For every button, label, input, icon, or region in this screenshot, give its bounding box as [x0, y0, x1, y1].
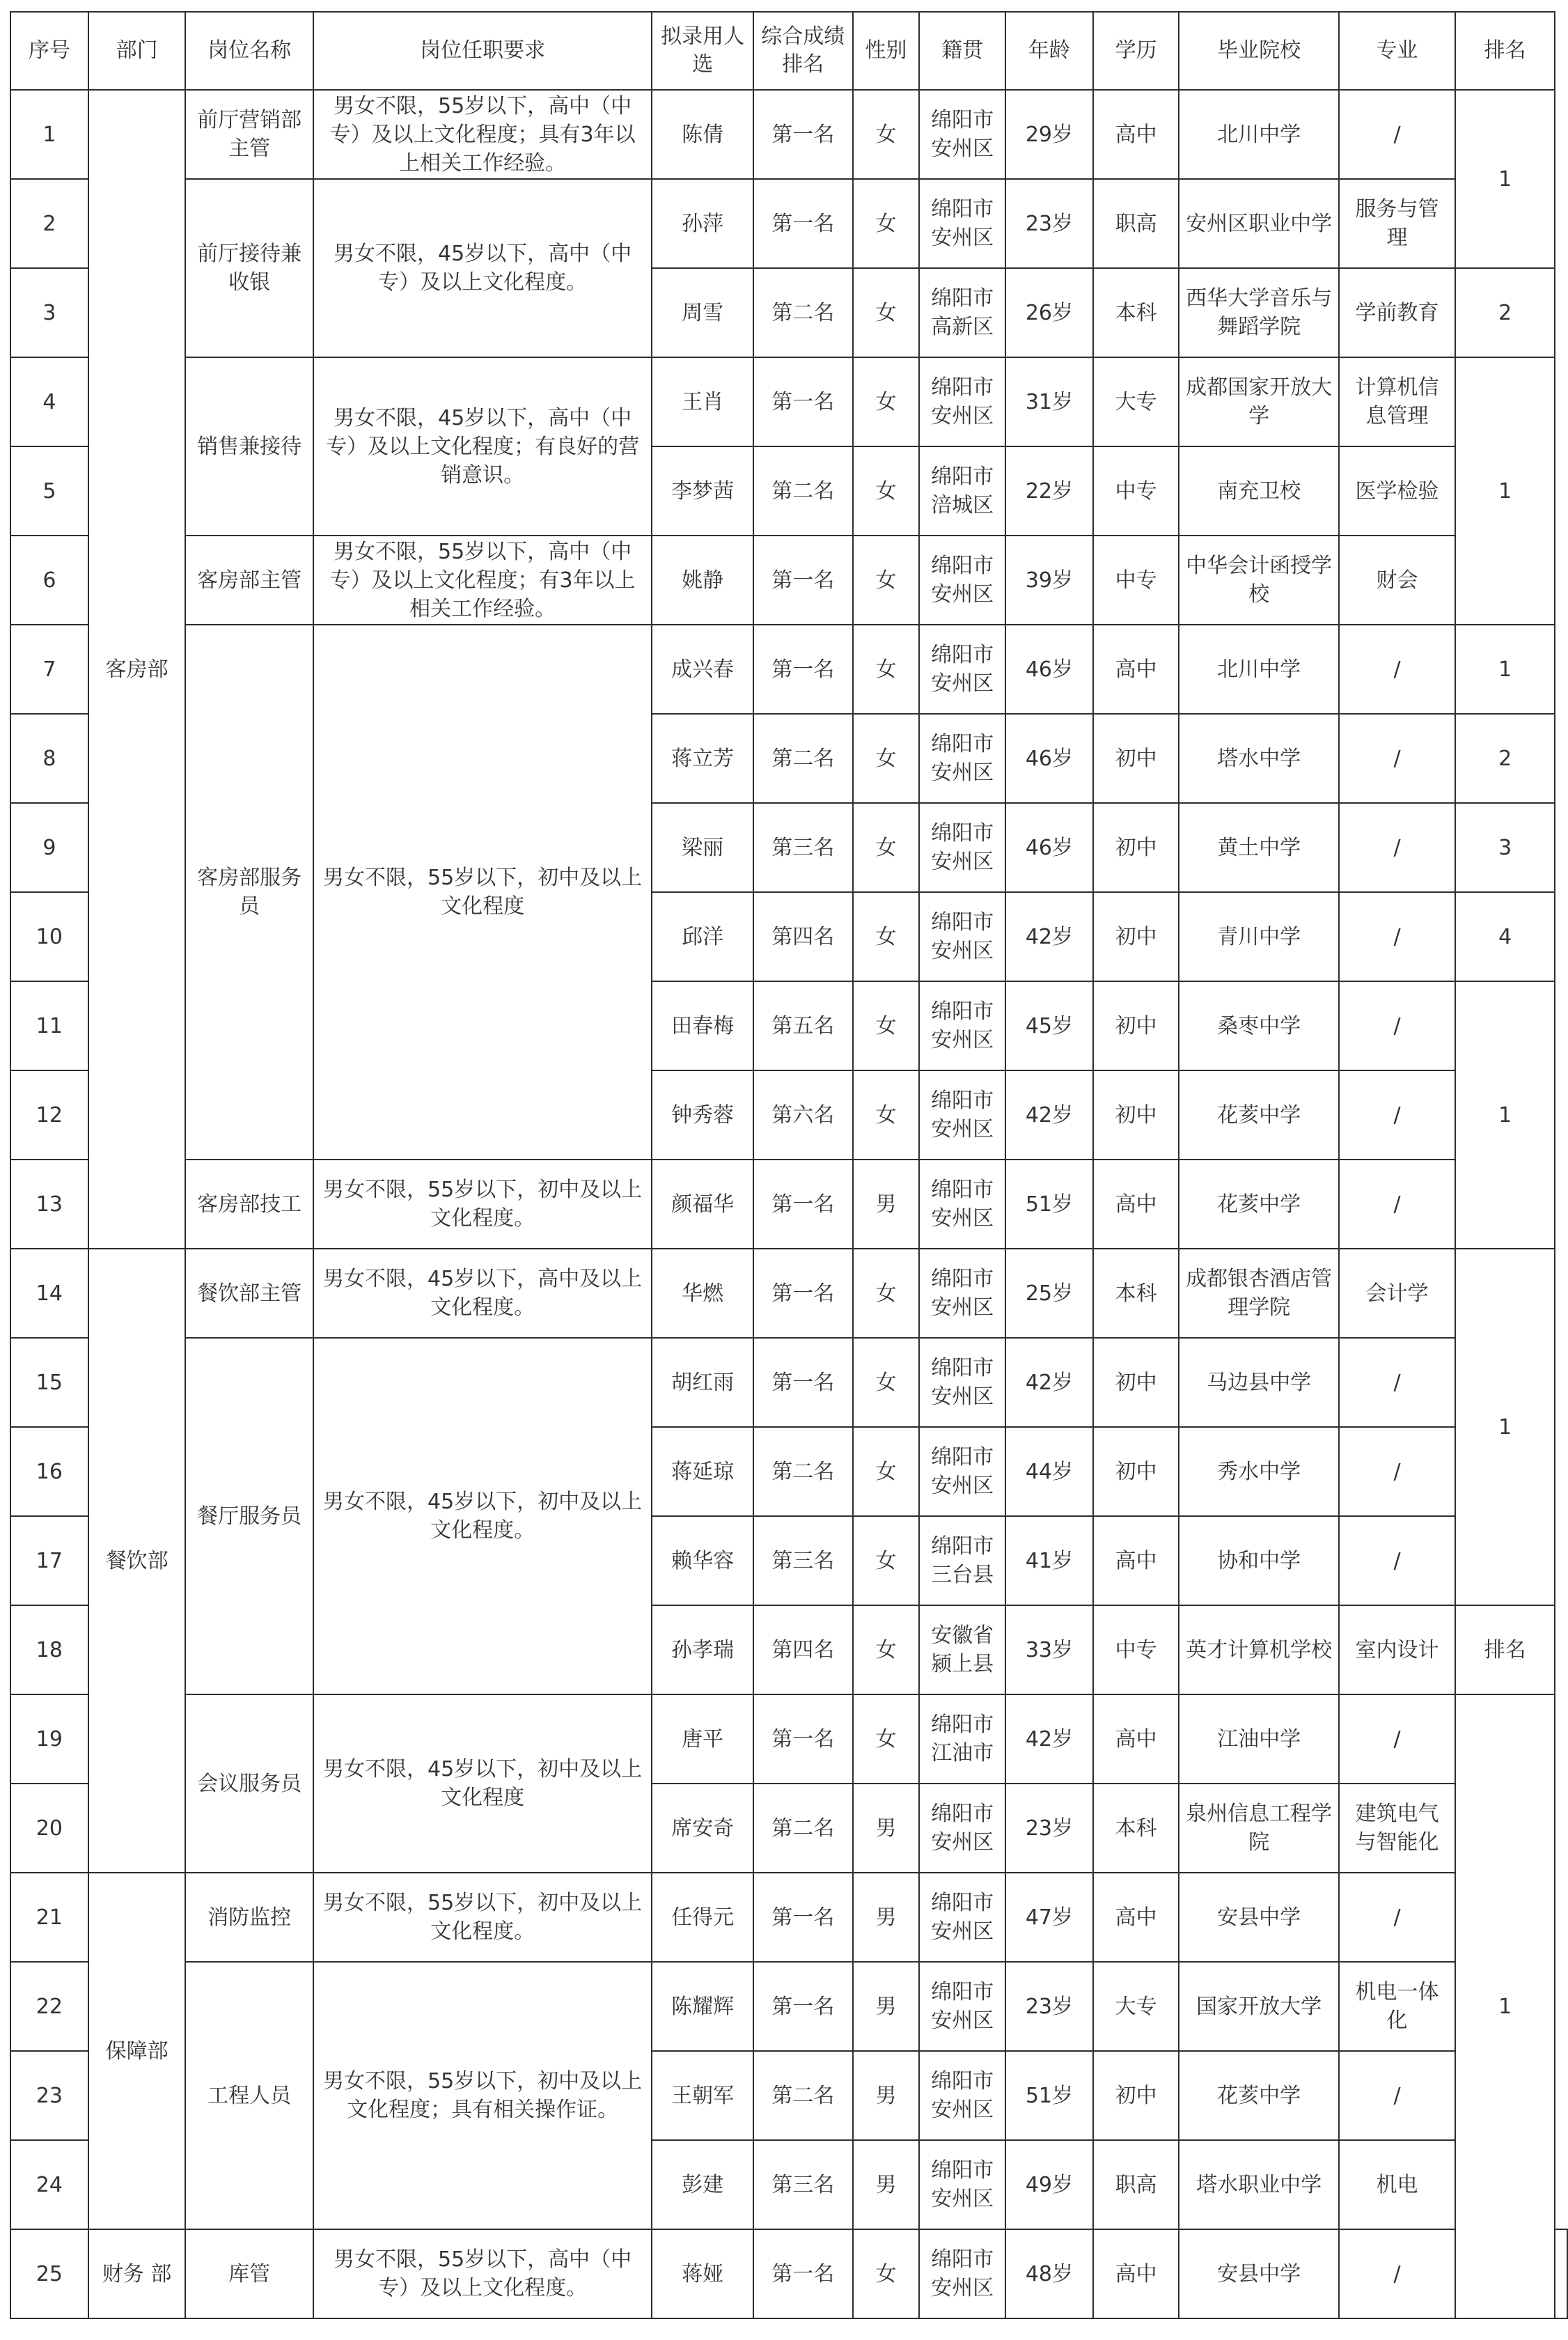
cell-gender: 女	[853, 1605, 920, 1694]
cell-gender: 女	[853, 981, 920, 1070]
rank-cell: 3	[1455, 803, 1555, 892]
cell-seq: 20	[10, 1784, 88, 1873]
cell-name: 王肖	[652, 357, 753, 446]
requirement-cell: 男女不限，55岁以下，初中及以上文化程度。	[313, 1160, 652, 1249]
cell-education: 中专	[1093, 446, 1179, 536]
cell-seq: 22	[10, 1962, 88, 2051]
cell-major: 建筑电气与智能化	[1339, 1784, 1456, 1873]
header-school: 毕业院校	[1179, 12, 1338, 90]
cell-origin: 绵阳市安州区	[919, 1962, 1005, 2051]
cell-seq: 19	[10, 1694, 88, 1784]
cell-age: 46岁	[1005, 714, 1093, 803]
cell-gender: 女	[853, 1338, 920, 1427]
cell-gender: 男	[853, 1784, 920, 1873]
header-score-rank: 综合成绩排名	[753, 12, 853, 90]
cell-gender: 女	[853, 536, 920, 625]
cell-major: 会计学	[1339, 1249, 1456, 1338]
cell-origin: 绵阳市安州区	[919, 1070, 1005, 1160]
cell-origin: 绵阳市高新区	[919, 268, 1005, 357]
cell-education: 中专	[1093, 536, 1179, 625]
cell-education: 初中	[1093, 2051, 1179, 2140]
cell-age: 41岁	[1005, 1516, 1093, 1605]
header-gender: 性别	[853, 12, 920, 90]
cell-origin: 安徽省颍上县	[919, 1605, 1005, 1694]
cell-score-rank: 第二名	[753, 2051, 853, 2140]
cell-seq: 7	[10, 625, 88, 714]
cell-score-rank: 第二名	[753, 268, 853, 357]
cell-seq: 10	[10, 892, 88, 981]
cell-name: 蒋立芳	[652, 714, 753, 803]
cell-name: 陈倩	[652, 90, 753, 179]
cell-seq: 24	[10, 2140, 88, 2229]
cell-gender: 女	[853, 1694, 920, 1784]
cell-score-rank: 第一名	[753, 1962, 853, 2051]
cell-seq: 4	[10, 357, 88, 446]
cell-age: 48岁	[1005, 2229, 1093, 2318]
cell-age: 49岁	[1005, 2140, 1093, 2229]
cell-school: 青川中学	[1179, 892, 1338, 981]
cell-major: /	[1339, 2229, 1456, 2318]
cell-score-rank: 第二名	[753, 446, 853, 536]
cell-school: 南充卫校	[1179, 446, 1338, 536]
cell-education: 高中	[1093, 1694, 1179, 1784]
requirement-cell: 男女不限，45岁以下，初中及以上文化程度。	[313, 1338, 652, 1694]
cell-education: 职高	[1093, 179, 1179, 268]
cell-score-rank: 第二名	[753, 714, 853, 803]
cell-age: 44岁	[1005, 1427, 1093, 1516]
cell-seq: 2	[10, 179, 88, 268]
post-cell: 前厅营销部主管	[185, 90, 313, 179]
cell-gender: 女	[853, 1249, 920, 1338]
cell-education: 高中	[1093, 1160, 1179, 1249]
cell-school: 马边县中学	[1179, 1338, 1338, 1427]
cell-seq: 25	[10, 2229, 88, 2318]
header-req: 岗位任职要求	[313, 12, 652, 90]
cell-major: 机电	[1339, 2140, 1456, 2229]
post-cell: 餐饮部主管	[185, 1249, 313, 1338]
cell-gender: 男	[853, 1962, 920, 2051]
cell-gender: 男	[853, 1160, 920, 1249]
cell-gender: 男	[853, 2051, 920, 2140]
cell-major: /	[1339, 1873, 1456, 1962]
requirement-cell: 男女不限，55岁以下，高中（中专）及以上文化程度；具有3年以上相关工作经验。	[313, 90, 652, 179]
cell-major: 计算机信息管理	[1339, 357, 1456, 446]
cell-name: 孙萍	[652, 179, 753, 268]
cell-name: 梁丽	[652, 803, 753, 892]
cell-name: 田春梅	[652, 981, 753, 1070]
cell-origin: 绵阳市安州区	[919, 179, 1005, 268]
cell-score-rank: 第五名	[753, 981, 853, 1070]
cell-gender: 男	[853, 2140, 920, 2229]
dept-cell: 财务 部	[88, 2229, 186, 2318]
cell-origin: 绵阳市安州区	[919, 1338, 1005, 1427]
table-row	[10, 2229, 1567, 2318]
requirement-cell: 男女不限，55岁以下，初中及以上文化程度；具有相关操作证。	[313, 1962, 652, 2229]
rank-cell: 1	[1455, 981, 1555, 1249]
cell-gender: 女	[853, 1516, 920, 1605]
post-cell: 餐厅服务员	[185, 1338, 313, 1694]
requirement-cell: 男女不限，45岁以下，高中（中专）及以上文化程度。	[313, 179, 652, 357]
cell-name: 蒋延琼	[652, 1427, 753, 1516]
post-cell: 会议服务员	[185, 1694, 313, 1873]
cell-origin: 绵阳市涪城区	[919, 446, 1005, 536]
cell-name: 颜福华	[652, 1160, 753, 1249]
header-rank: 排名	[1455, 12, 1555, 90]
cell-name: 彭建	[652, 2140, 753, 2229]
cell-school: 桑枣中学	[1179, 981, 1338, 1070]
cell-education: 高中	[1093, 625, 1179, 714]
cell-education: 初中	[1093, 803, 1179, 892]
rank-cell: 1	[1455, 90, 1555, 268]
cell-name: 胡红雨	[652, 1338, 753, 1427]
cell-score-rank: 第一名	[753, 1873, 853, 1962]
dept-cell: 餐饮部	[88, 1249, 186, 1873]
header-dept: 部门	[88, 12, 186, 90]
requirement-cell: 男女不限，45岁以下，初中及以上文化程度	[313, 1694, 652, 1873]
cell-school: 花荄中学	[1179, 1160, 1338, 1249]
cell-origin: 绵阳市安州区	[919, 1873, 1005, 1962]
cell-name: 赖华容	[652, 1516, 753, 1605]
table-row	[10, 625, 1567, 714]
cell-major: /	[1339, 803, 1456, 892]
cell-origin: 绵阳市安州区	[919, 1249, 1005, 1338]
rank-cell: 1	[1455, 1694, 1555, 2318]
post-cell: 客房部服务员	[185, 625, 313, 1160]
cell-score-rank: 第一名	[753, 625, 853, 714]
cell-school: 成都国家开放大学	[1179, 357, 1338, 446]
cell-major: /	[1339, 892, 1456, 981]
cell-school: 国家开放大学	[1179, 1962, 1338, 2051]
cell-age: 23岁	[1005, 1962, 1093, 2051]
cell-major: /	[1339, 981, 1456, 1070]
header-education: 学历	[1093, 12, 1179, 90]
cell-origin: 绵阳市安州区	[919, 892, 1005, 981]
rank-cell: 4	[1455, 892, 1555, 981]
table-row	[10, 1338, 1567, 1427]
cell-major: 学前教育	[1339, 268, 1456, 357]
cell-gender: 女	[853, 2229, 920, 2318]
cell-name: 陈耀辉	[652, 1962, 753, 2051]
table-row	[10, 1873, 1567, 1962]
cell-age: 42岁	[1005, 892, 1093, 981]
cell-origin: 绵阳市安州区	[919, 625, 1005, 714]
cell-school: 花荄中学	[1179, 1070, 1338, 1160]
cell-major: /	[1339, 1338, 1456, 1427]
requirement-cell: 男女不限，55岁以下，初中及以上文化程度。	[313, 1873, 652, 1962]
rank-cell: 1	[1455, 625, 1555, 714]
table-row	[10, 357, 1567, 446]
cell-origin: 绵阳市安州区	[919, 90, 1005, 179]
cell-seq: 17	[10, 1516, 88, 1605]
rank-cell: 2	[1455, 714, 1555, 803]
cell-school: 塔水职业中学	[1179, 2140, 1338, 2229]
cell-origin: 绵阳市江油市	[919, 1694, 1005, 1784]
cell-gender: 女	[853, 803, 920, 892]
cell-education: 初中	[1093, 1070, 1179, 1160]
dept-cell: 客房部	[88, 90, 186, 1249]
cell-school: 安县中学	[1179, 2229, 1338, 2318]
cell-score-rank: 第二名	[753, 1427, 853, 1516]
cell-name: 周雪	[652, 268, 753, 357]
cell-education: 初中	[1093, 892, 1179, 981]
cell-score-rank: 第一名	[753, 2229, 853, 2318]
cell-seq: 13	[10, 1160, 88, 1249]
requirement-cell: 男女不限，55岁以下，高中（中专）及以上文化程度；有3年以上相关工作经验。	[313, 536, 652, 625]
cell-score-rank: 第一名	[753, 536, 853, 625]
cell-seq: 15	[10, 1338, 88, 1427]
rank-cell: 1	[1455, 1249, 1555, 1605]
cell-school: 安县中学	[1179, 1873, 1338, 1962]
cell-gender: 女	[853, 90, 920, 179]
cell-name: 席安奇	[652, 1784, 753, 1873]
cell-name: 姚静	[652, 536, 753, 625]
cell-name: 任得元	[652, 1873, 753, 1962]
cell-name: 唐平	[652, 1694, 753, 1784]
post-cell: 客房部技工	[185, 1160, 313, 1249]
table-row	[10, 536, 1567, 625]
cell-age: 47岁	[1005, 1873, 1093, 1962]
cell-education: 中专	[1093, 1605, 1179, 1694]
rank-cell: 1	[1455, 357, 1555, 625]
cell-seq: 1	[10, 90, 88, 179]
cell-seq: 23	[10, 2051, 88, 2140]
cell-education: 本科	[1093, 1784, 1179, 1873]
cell-school: 中华会计函授学校	[1179, 536, 1338, 625]
post-cell: 工程人员	[185, 1962, 313, 2229]
rank-cell-empty	[1555, 2229, 1567, 2318]
table-row	[10, 1249, 1567, 1338]
cell-origin: 绵阳市安州区	[919, 1160, 1005, 1249]
cell-education: 高中	[1093, 1873, 1179, 1962]
cell-seq: 12	[10, 1070, 88, 1160]
cell-age: 42岁	[1005, 1070, 1093, 1160]
cell-age: 33岁	[1005, 1605, 1093, 1694]
requirement-cell: 男女不限，45岁以下，高中及以上文化程度。	[313, 1249, 652, 1338]
cell-origin: 绵阳市安州区	[919, 803, 1005, 892]
cell-education: 职高	[1093, 2140, 1179, 2229]
cell-age: 51岁	[1005, 2051, 1093, 2140]
requirement-cell: 男女不限，55岁以下，初中及以上文化程度	[313, 625, 652, 1160]
cell-education: 本科	[1093, 268, 1179, 357]
header-candidate: 拟录用人选	[652, 12, 753, 90]
cell-school: 黄土中学	[1179, 803, 1338, 892]
cell-age: 29岁	[1005, 90, 1093, 179]
cell-major: /	[1339, 625, 1456, 714]
cell-gender: 女	[853, 1427, 920, 1516]
cell-score-rank: 第六名	[753, 1070, 853, 1160]
header-post: 岗位名称	[185, 12, 313, 90]
cell-origin: 绵阳市三台县	[919, 1516, 1005, 1605]
cell-major: 机电一体化	[1339, 1962, 1456, 2051]
requirement-cell: 男女不限，55岁以下，高中（中专）及以上文化程度。	[313, 2229, 652, 2318]
cell-age: 46岁	[1005, 625, 1093, 714]
cell-seq: 11	[10, 981, 88, 1070]
cell-seq: 14	[10, 1249, 88, 1338]
cell-education: 大专	[1093, 1962, 1179, 2051]
cell-major: /	[1339, 1160, 1456, 1249]
cell-name: 钟秀蓉	[652, 1070, 753, 1160]
cell-school: 北川中学	[1179, 625, 1338, 714]
cell-seq: 16	[10, 1427, 88, 1516]
cell-origin: 绵阳市安州区	[919, 2229, 1005, 2318]
cell-age: 42岁	[1005, 1694, 1093, 1784]
cell-education: 初中	[1093, 714, 1179, 803]
header-seq: 序号	[10, 12, 88, 90]
cell-name: 邱洋	[652, 892, 753, 981]
cell-score-rank: 第一名	[753, 90, 853, 179]
cell-name: 李梦茜	[652, 446, 753, 536]
cell-major: /	[1339, 2051, 1456, 2140]
cell-age: 45岁	[1005, 981, 1093, 1070]
requirement-cell: 男女不限，45岁以下，高中（中专）及以上文化程度；有良好的营销意识。	[313, 357, 652, 536]
cell-gender: 女	[853, 714, 920, 803]
cell-school: 英才计算机学校	[1179, 1605, 1338, 1694]
cell-age: 22岁	[1005, 446, 1093, 536]
cell-major: /	[1339, 1516, 1456, 1605]
cell-name: 蒋娅	[652, 2229, 753, 2318]
cell-school: 协和中学	[1179, 1516, 1338, 1605]
table-row	[10, 1694, 1567, 1784]
cell-major: 医学检验	[1339, 446, 1456, 536]
post-cell: 前厅接待兼收银	[185, 179, 313, 357]
cell-gender: 男	[853, 1873, 920, 1962]
table-row	[10, 1962, 1567, 2051]
table-row	[10, 90, 1567, 179]
cell-gender: 女	[853, 357, 920, 446]
header-row	[10, 12, 1567, 90]
cell-education: 初中	[1093, 981, 1179, 1070]
cell-education: 初中	[1093, 1427, 1179, 1516]
header-major: 专业	[1339, 12, 1456, 90]
cell-origin: 绵阳市安州区	[919, 1427, 1005, 1516]
cell-gender: 女	[853, 1070, 920, 1160]
cell-seq: 8	[10, 714, 88, 803]
cell-score-rank: 第一名	[753, 357, 853, 446]
cell-education: 初中	[1093, 1338, 1179, 1427]
cell-score-rank: 第一名	[753, 1338, 853, 1427]
cell-seq: 3	[10, 268, 88, 357]
cell-score-rank: 第一名	[753, 1249, 853, 1338]
cell-gender: 女	[853, 446, 920, 536]
cell-origin: 绵阳市安州区	[919, 981, 1005, 1070]
cell-origin: 绵阳市安州区	[919, 2140, 1005, 2229]
cell-score-rank: 第三名	[753, 2140, 853, 2229]
cell-age: 25岁	[1005, 1249, 1093, 1338]
cell-major: 室内设计	[1339, 1605, 1456, 1694]
cell-major: 财会	[1339, 536, 1456, 625]
cell-age: 42岁	[1005, 1338, 1093, 1427]
cell-school: 秀水中学	[1179, 1427, 1338, 1516]
cell-score-rank: 第一名	[753, 1694, 853, 1784]
cell-gender: 女	[853, 179, 920, 268]
cell-seq: 18	[10, 1605, 88, 1694]
cell-score-rank: 第一名	[753, 179, 853, 268]
cell-name: 成兴春	[652, 625, 753, 714]
cell-score-rank: 第四名	[753, 1605, 853, 1694]
cell-age: 39岁	[1005, 536, 1093, 625]
cell-name: 王朝军	[652, 2051, 753, 2140]
cell-school: 西华大学音乐与舞蹈学院	[1179, 268, 1338, 357]
cell-origin: 绵阳市安州区	[919, 714, 1005, 803]
cell-score-rank: 第一名	[753, 1160, 853, 1249]
cell-gender: 女	[853, 268, 920, 357]
cell-origin: 绵阳市安州区	[919, 2051, 1005, 2140]
cell-major: /	[1339, 1694, 1456, 1784]
cell-school: 江油中学	[1179, 1694, 1338, 1784]
post-cell: 销售兼接待	[185, 357, 313, 536]
cell-score-rank: 第三名	[753, 803, 853, 892]
cell-seq: 6	[10, 536, 88, 625]
cell-school: 成都银杏酒店管理学院	[1179, 1249, 1338, 1338]
cell-age: 51岁	[1005, 1160, 1093, 1249]
post-cell: 库管	[185, 2229, 313, 2318]
recruitment-table-sheet	[10, 11, 1568, 2319]
post-cell: 消防监控	[185, 1873, 313, 1962]
cell-name: 孙孝瑞	[652, 1605, 753, 1694]
header-age: 年龄	[1005, 12, 1093, 90]
cell-major: /	[1339, 714, 1456, 803]
rank-cell: 2	[1455, 268, 1555, 357]
table-row	[10, 1160, 1567, 1249]
cell-seq: 5	[10, 446, 88, 536]
cell-school: 安州区职业中学	[1179, 179, 1338, 268]
cell-score-rank: 第二名	[753, 1784, 853, 1873]
header-origin: 籍贯	[919, 12, 1005, 90]
cell-seq: 9	[10, 803, 88, 892]
cell-name: 华燃	[652, 1249, 753, 1338]
post-cell: 客房部主管	[185, 536, 313, 625]
cell-age: 23岁	[1005, 179, 1093, 268]
cell-origin: 绵阳市安州区	[919, 357, 1005, 446]
cell-major: /	[1339, 1070, 1456, 1160]
cell-age: 23岁	[1005, 1784, 1093, 1873]
cell-gender: 女	[853, 892, 920, 981]
cell-origin: 绵阳市安州区	[919, 536, 1005, 625]
cell-school: 塔水中学	[1179, 714, 1338, 803]
cell-age: 46岁	[1005, 803, 1093, 892]
cell-age: 31岁	[1005, 357, 1093, 446]
cell-score-rank: 第三名	[753, 1516, 853, 1605]
cell-seq: 21	[10, 1873, 88, 1962]
cell-age: 26岁	[1005, 268, 1093, 357]
cell-education: 大专	[1093, 357, 1179, 446]
cell-score-rank: 第四名	[753, 892, 853, 981]
cell-school: 花荄中学	[1179, 2051, 1338, 2140]
cell-major: /	[1339, 1427, 1456, 1516]
cell-education: 高中	[1093, 1516, 1179, 1605]
cell-origin: 绵阳市安州区	[919, 1784, 1005, 1873]
cell-gender: 女	[853, 625, 920, 714]
cell-education: 高中	[1093, 2229, 1179, 2318]
cell-education: 本科	[1093, 1249, 1179, 1338]
table-row	[10, 179, 1567, 268]
cell-school: 泉州信息工程学院	[1179, 1784, 1338, 1873]
cell-major: /	[1339, 90, 1456, 179]
cell-major: 服务与管理	[1339, 179, 1456, 268]
cell-school: 北川中学	[1179, 90, 1338, 179]
rank-cell: 排名	[1455, 1605, 1555, 1694]
dept-cell: 保障部	[88, 1873, 186, 2229]
cell-education: 高中	[1093, 90, 1179, 179]
recruitment-table	[10, 11, 1568, 2319]
